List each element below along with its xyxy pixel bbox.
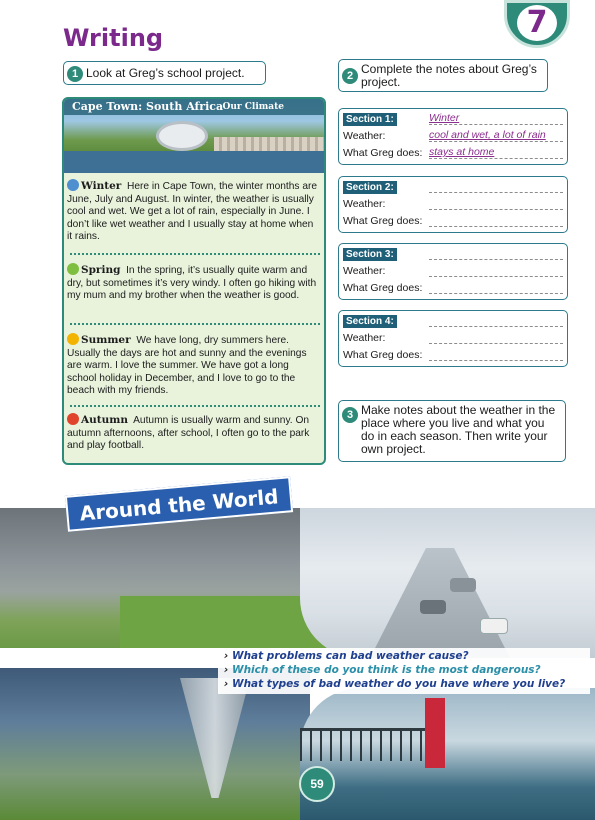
task-1 — [63, 61, 266, 85]
task-1-number: 1 — [67, 66, 83, 82]
weather-answer: cool and wet, a lot of rain — [429, 129, 546, 141]
season-autumn: Autumn Autumn is usually warm and sunny. On autumn afternoons, after school, I often go to the park and play football. — [67, 414, 310, 452]
does-blank[interactable] — [429, 214, 563, 227]
stadium-shape — [156, 121, 208, 151]
page-number: 59 — [299, 766, 335, 802]
question-1: › What problems can bad weather cause? — [224, 650, 469, 662]
section-label: Section 3: — [343, 248, 397, 261]
discussion-questions — [218, 648, 590, 694]
weather-blank[interactable] — [429, 264, 563, 277]
leaf-icon — [67, 413, 79, 425]
unit-badge — [504, 0, 570, 48]
weather-label: Weather: — [343, 198, 386, 210]
section-blank[interactable] — [429, 180, 563, 193]
weather-blank[interactable] — [429, 331, 563, 344]
greg-project — [62, 97, 326, 465]
does-label: What Greg does: — [343, 282, 423, 294]
divider — [70, 323, 320, 325]
weather-label: Weather: — [343, 332, 386, 344]
divider — [70, 253, 320, 255]
project-heading — [64, 99, 324, 115]
question-2: › Which of these do you think is the most dangerous? — [224, 664, 541, 676]
flower-icon — [67, 263, 79, 275]
task-3-number: 3 — [342, 407, 358, 423]
section-answer: Winter — [429, 112, 460, 124]
section-label: Section 4: — [343, 315, 397, 328]
around-the-world — [0, 508, 595, 820]
task-3 — [338, 400, 566, 462]
section-title: Writing — [63, 24, 164, 52]
storm-lighthouse-photo — [300, 688, 595, 820]
project-title: Cape Town: South Africa — [72, 100, 224, 113]
divider — [70, 405, 320, 407]
season-winter: Winter Here in Cape Town, the winter months are June, July and August. In winter, the weather is usually cool and wet. We get a lot of rain, especially in June. I don’t like wet weather and I usually stay at home when it rains. — [67, 180, 318, 243]
snowflake-icon — [67, 179, 79, 191]
weather-blank[interactable] — [429, 197, 563, 210]
task-1-text: Look at Greg’s school project. — [86, 66, 245, 80]
season-summer: Summer We have long, dry summers here. Usually the days are hot and sunny and the evenings are warm. I love the summer. We have got a long school holiday in December, and I love to go to the beach with my friends. — [67, 334, 307, 397]
section-label: Section 2: — [343, 181, 397, 194]
unit-number: 7 — [526, 5, 548, 40]
does-label: What Greg does: — [343, 349, 423, 361]
task-2 — [338, 59, 548, 92]
notes-section-2 — [338, 176, 568, 233]
section-blank[interactable] — [429, 314, 563, 327]
question-3: › What types of bad weather do you have where you live? — [224, 678, 566, 690]
notes-section-4 — [338, 310, 568, 367]
weather-label: Weather: — [343, 130, 386, 142]
hailstorm-photo — [0, 508, 330, 648]
project-subtitle: Our Climate — [222, 102, 284, 112]
task-2-number: 2 — [342, 68, 358, 84]
does-blank[interactable] — [429, 281, 563, 294]
cape-town-photo — [64, 99, 324, 173]
task-2-text: Complete the notes about Greg’s project. — [361, 62, 537, 89]
sun-icon — [67, 333, 79, 345]
snowstorm-photo — [300, 508, 595, 658]
notes-section-3 — [338, 243, 568, 300]
notes-section-1 — [338, 108, 568, 165]
does-label: What Greg does: — [343, 215, 423, 227]
season-spring: Spring In the spring, it’s usually quite warm and dry, but sometimes it’s very windy. I often go hiking with my mum and my brother when the weather is good. — [67, 264, 317, 302]
task-3-text: Make notes about the weather in the place where you live and what you do in each season. Then write your own project. — [361, 403, 556, 456]
does-answer: stays at home — [429, 146, 495, 158]
banner-title: Around the World — [78, 484, 280, 526]
weather-label: Weather: — [343, 265, 386, 277]
does-label: What Greg does: — [343, 147, 423, 159]
section-label: Section 1: — [343, 113, 397, 126]
section-blank[interactable] — [429, 247, 563, 260]
does-blank[interactable] — [429, 348, 563, 361]
